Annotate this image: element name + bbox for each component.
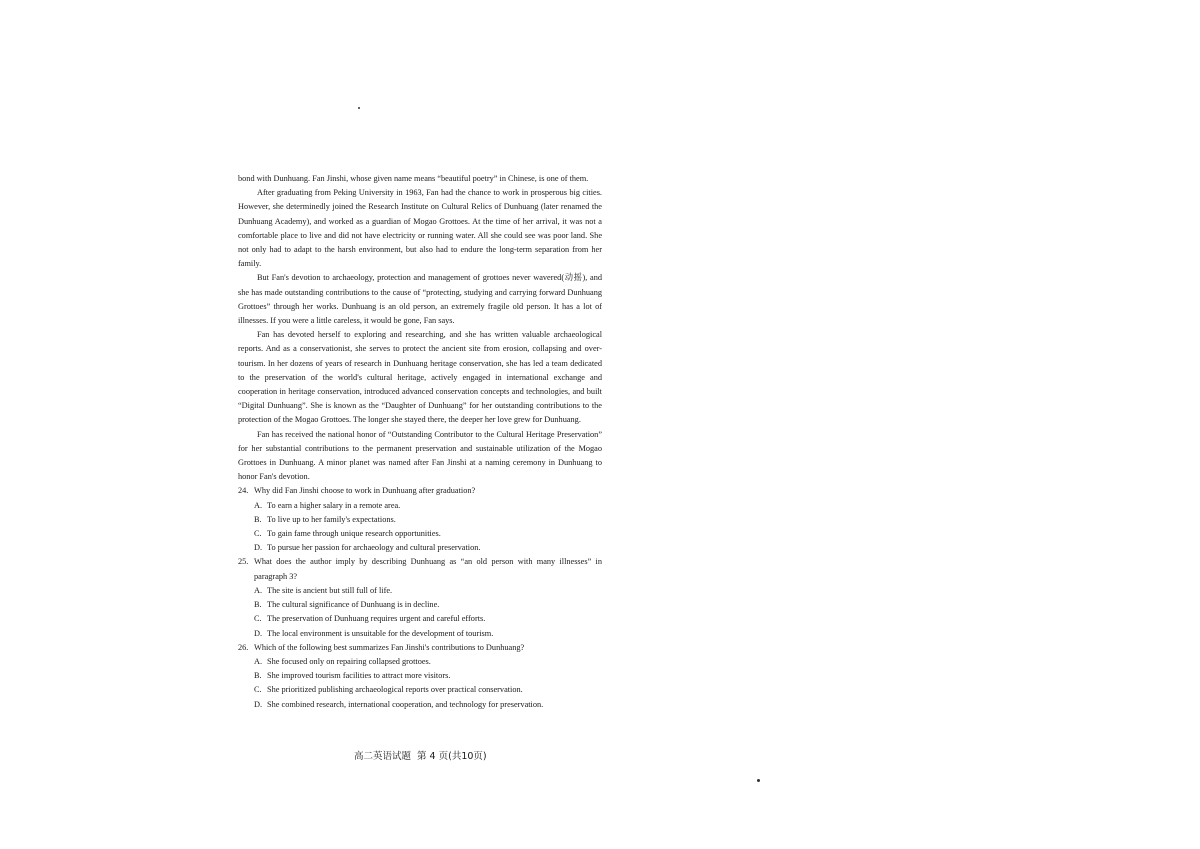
question-stem: Why did Fan Jinshi choose to work in Dunhuang after graduation?	[254, 486, 476, 496]
question-number: 24.	[238, 486, 249, 496]
question-26	[238, 641, 602, 712]
option-letter: B.	[254, 600, 262, 610]
option-d	[238, 627, 602, 641]
question-number: 25.	[238, 557, 249, 567]
option-text: She prioritized publishing archaeological reports over practical conservation.	[267, 685, 523, 695]
exam-page-content	[238, 172, 602, 712]
option-letter: A.	[254, 656, 263, 666]
question-24	[238, 484, 602, 555]
option-text: She improved tourism facilities to attract more visitors.	[267, 671, 451, 681]
option-c	[238, 612, 602, 626]
option-a	[238, 655, 602, 669]
passage-paragraph: bond with Dunhuang. Fan Jinshi, whose given name means “beautiful poetry” in Chinese, is one of them.	[238, 174, 589, 183]
option-c	[238, 683, 602, 697]
option-b	[238, 513, 602, 527]
page-footer: 高二英语试题 第 4 页(共10页)	[354, 751, 487, 762]
option-b	[238, 669, 602, 683]
option-text: The cultural significance of Dunhuang is in decline.	[267, 600, 440, 610]
option-text: The preservation of Dunhuang requires urgent and careful efforts.	[267, 614, 486, 624]
option-c	[238, 527, 602, 541]
option-text: To pursue her passion for archaeology and cultural preservation.	[267, 543, 481, 553]
option-letter: A.	[254, 585, 263, 595]
option-text: She combined research, international cooperation, and technology for preservation.	[267, 699, 544, 709]
option-text: To live up to her family's expectations.	[267, 514, 396, 524]
passage-paragraph: Fan has devoted herself to exploring and researching, and she has written valuable archaeological reports. And as a conservationist, she serves to protect the ancient site from erosion, collapsing and over-tourism. In her dozens of years of research in Dunhuang heritage conservation, she has led a team dedicated to the preservation of the world's cultural heritage, actively engaged in international exchange and cooperation in heritage conservation, introduced advanced conservation concepts and technologies, and built “Digital Dunhuang”. She is known as the “Daughter of Dunhuang” for her outstanding contributions to the protection of the Mogao Grottoes. The longer she stayed there, the deeper her love grew for Dunhuang.	[238, 330, 602, 425]
option-text: The local environment is unsuitable for the development of tourism.	[267, 628, 494, 638]
option-letter: A.	[254, 500, 263, 510]
option-a	[238, 499, 602, 513]
scan-speck	[358, 107, 360, 109]
option-b	[238, 598, 602, 612]
option-letter: B.	[254, 514, 262, 524]
option-letter: C.	[254, 685, 262, 695]
scan-speck	[757, 779, 760, 782]
option-letter: B.	[254, 671, 262, 681]
question-25	[238, 555, 602, 640]
passage-paragraph: After graduating from Peking University in 1963, Fan had the chance to work in prosperous big cities. However, she determinedly joined the Research Institute on Cultural Relics of Dunhuang (later renamed the Dunhuang Academy), and worked as a guardian of Mogao Grottoes. At the time of her arrival, it was not a comfortable place to live and did not have electricity or running water. All she could see was poor land. She not only had to adapt to the harsh environment, but also had to endure the long-term separation from her family.	[238, 188, 602, 269]
option-text: To gain fame through unique research opportunities.	[267, 529, 441, 539]
option-letter: C.	[254, 529, 262, 539]
option-letter: D.	[254, 699, 263, 709]
passage-paragraph: But Fan's devotion to archaeology, protection and management of grottoes never wavered(动摇), and she has made outstanding contributions to the cause of “protecting, studying and carrying forward Dunhuang Grottoes” through her works. Dunhuang is an old person, an extremely fragile old person. It has a lot of illnesses. If you were a little careless, it would be gone, Fan says.	[238, 273, 602, 326]
option-letter: D.	[254, 543, 263, 553]
question-stem: Which of the following best summarizes Fan Jinshi's contributions to Dunhuang?	[254, 642, 525, 652]
question-stem: What does the author imply by describing Dunhuang as “an old person with many illnesses” in paragraph 3?	[254, 557, 602, 581]
option-text: She focused only on repairing collapsed grottoes.	[267, 656, 431, 666]
option-text: The site is ancient but still full of life.	[267, 585, 393, 595]
option-d	[238, 541, 602, 555]
question-number: 26.	[238, 642, 249, 652]
option-d	[238, 698, 602, 712]
option-letter: C.	[254, 614, 262, 624]
passage-paragraph: Fan has received the national honor of “Outstanding Contributor to the Cultural Heritage Preservation” for her substantial contributions to the permanent preservation and sustainable utilization of the Mogao Grottoes in Dunhuang. A minor planet was named after Fan Jinshi at a naming ceremony in Dunhuang to honor Fan's devotion.	[238, 429, 602, 482]
option-letter: D.	[254, 628, 263, 638]
option-a	[238, 584, 602, 598]
option-text: To earn a higher salary in a remote area.	[267, 500, 401, 510]
